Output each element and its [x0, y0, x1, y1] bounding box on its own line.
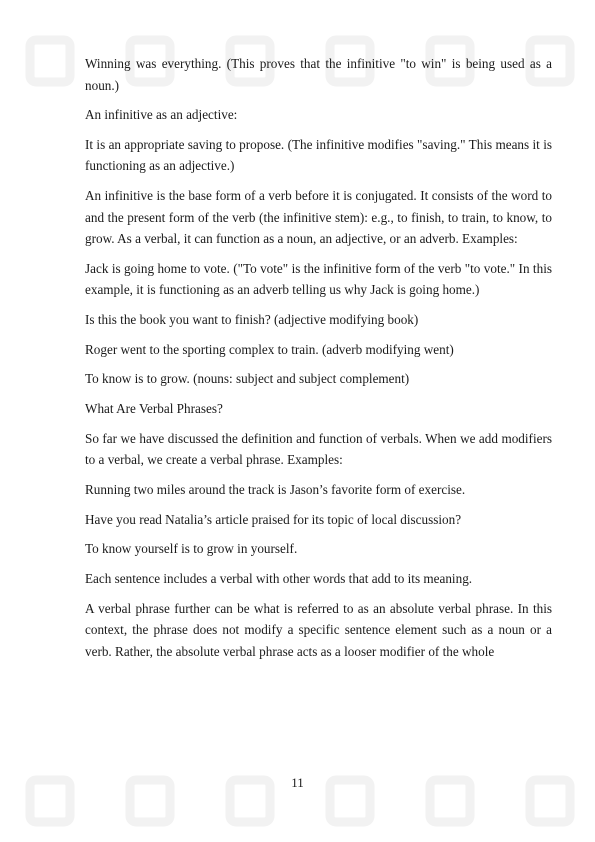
paragraph-6: Is this the book you want to finish? (adjective modifying book)	[85, 311, 419, 327]
paragraph-8: To know is to grow. (nouns: subject and subject complement)	[85, 371, 410, 387]
page-number: 11	[291, 775, 304, 790]
paragraph-7: Roger went to the sporting complex to train. (adverb modifying went)	[85, 341, 454, 357]
paragraph-14: Each sentence includes a verbal with other words that add to its meaning.	[85, 570, 473, 586]
paragraph-3: It is an appropriate saving to propose. (The infinitive modifies "saving." This means it is functioning as an adjective.)	[85, 136, 552, 174]
paragraph-12: Have you read Natalia’s article praised for its topic of local discussion?	[85, 511, 462, 527]
paragraph-15: A verbal phrase further can be what is referred to as an absolute verbal phrase. In this context, the phrase does not modify a specific sentence element such as a noun or a verb. Rather, the absolute verbal phrase acts as a looser modifier of the whole	[85, 600, 552, 659]
paragraph-1: Winning was everything. (This proves that the infinitive "to win" is being used as a noun.)	[85, 56, 552, 93]
paragraph-11: Running two miles around the track is Jason’s favorite form of exercise.	[85, 481, 466, 497]
paragraph-4: An infinitive is the base form of a verb before it is conjugated. It consists of the word to and the present form of the verb (the infinitive stem): e.g., to finish, to train, to know, to grow. As a verbal, it can function as a noun, an adjective, or an adverb. Examples:	[85, 188, 552, 247]
paragraph-13: To know yourself is to grow in yourself.	[85, 541, 298, 557]
paragraph-5: Jack is going home to vote. ("To vote" is the infinitive form of the verb "to vote." In this example, it is functioning as an adverb telling us why Jack is going home.)	[85, 260, 552, 298]
section-heading: What Are Verbal Phrases?	[85, 401, 223, 416]
paragraph-10: So far we have discussed the definition and function of verbals. When we add modifiers to a verbal, we create a verbal phrase. Examples:	[85, 430, 552, 468]
document-body	[85, 53, 552, 670]
paragraph-2: An infinitive as an adjective:	[85, 107, 238, 123]
